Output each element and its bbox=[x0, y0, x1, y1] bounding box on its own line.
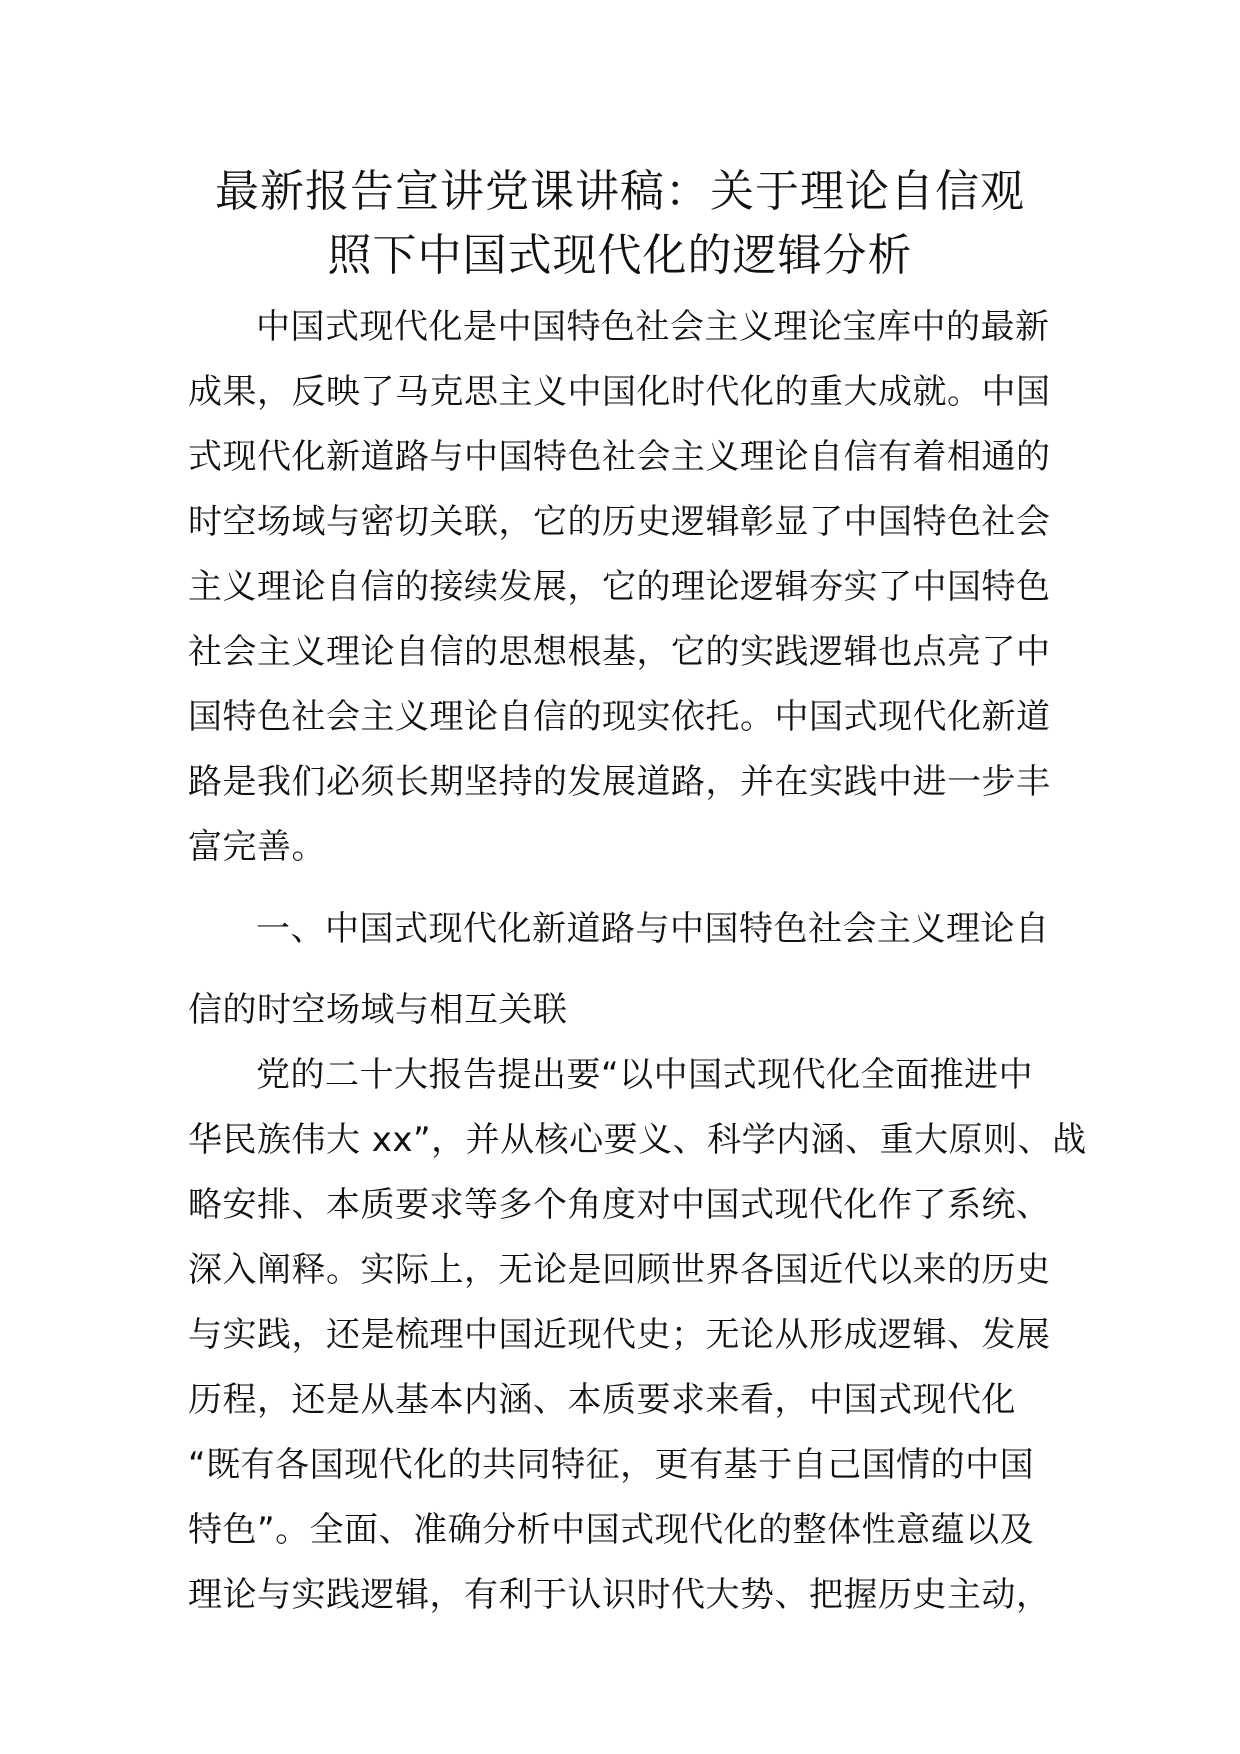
text-line: 党的二十大报告提出要“以中国式现代化全面推进中 bbox=[256, 1055, 1034, 1095]
text-line: 社会主义理论自信的思想根基，它的实践逻辑也点亮了中 bbox=[188, 632, 1051, 672]
text-line: 富完善。 bbox=[188, 827, 326, 867]
text-line: 与实践，还是梳理中国近现代史；无论从形成逻辑、发展 bbox=[188, 1315, 1051, 1355]
document-body bbox=[188, 295, 1087, 1628]
section-heading-1 bbox=[188, 880, 1058, 1043]
text-line: 中国式现代化是中国特色社会主义理论宝库中的最新 bbox=[256, 307, 1050, 347]
document-title bbox=[180, 160, 1060, 288]
title-line: 照下中国式现代化的逻辑分析 bbox=[327, 230, 913, 281]
text-line: 路是我们必须长期坚持的发展道路，并在实践中进一步丰 bbox=[188, 762, 1051, 802]
text-line: “既有各国现代化的共同特征，更有基于自己国情的中国 bbox=[188, 1445, 1035, 1485]
text-line: 国特色社会主义理论自信的现实依托。中国式现代化新道 bbox=[188, 697, 1051, 737]
text-line: 式现代化新道路与中国特色社会主义理论自信有着相通的 bbox=[188, 437, 1051, 477]
text-line: 特色”。全面、准确分析中国式现代化的整体性意蕴以及 bbox=[188, 1510, 1035, 1550]
paragraph-report bbox=[188, 1043, 1087, 1628]
text-line: 时空场域与密切关联，它的历史逻辑彰显了中国特色社会 bbox=[188, 502, 1051, 542]
heading-line: 一、中国式现代化新道路与中国特色社会主义理论自 bbox=[256, 909, 1050, 949]
paragraph-intro bbox=[188, 295, 1058, 880]
text-line: 历程，还是从基本内涵、本质要求来看，中国式现代化 bbox=[188, 1380, 1016, 1420]
title-line: 最新报告宣讲党课讲稿：关于理论自信观 bbox=[215, 166, 1025, 217]
text-line: 深入阐释。实际上，无论是回顾世界各国近代以来的历史 bbox=[188, 1250, 1051, 1290]
text-line: 华民族伟大 xx”，并从核心要义、科学内涵、重大原则、战 bbox=[188, 1120, 1087, 1160]
text-line: 成果，反映了马克思主义中国化时代化的重大成就。中国 bbox=[188, 372, 1051, 412]
text-line: 略安排、本质要求等多个角度对中国式现代化作了系统、 bbox=[188, 1185, 1051, 1225]
text-line: 主义理论自信的接续发展，它的理论逻辑夯实了中国特色 bbox=[188, 567, 1051, 607]
text-line: 理论与实践逻辑，有利于认识时代大势、把握历史主动， bbox=[188, 1575, 1051, 1615]
heading-line: 信的时空场域与相互关联 bbox=[188, 990, 568, 1030]
